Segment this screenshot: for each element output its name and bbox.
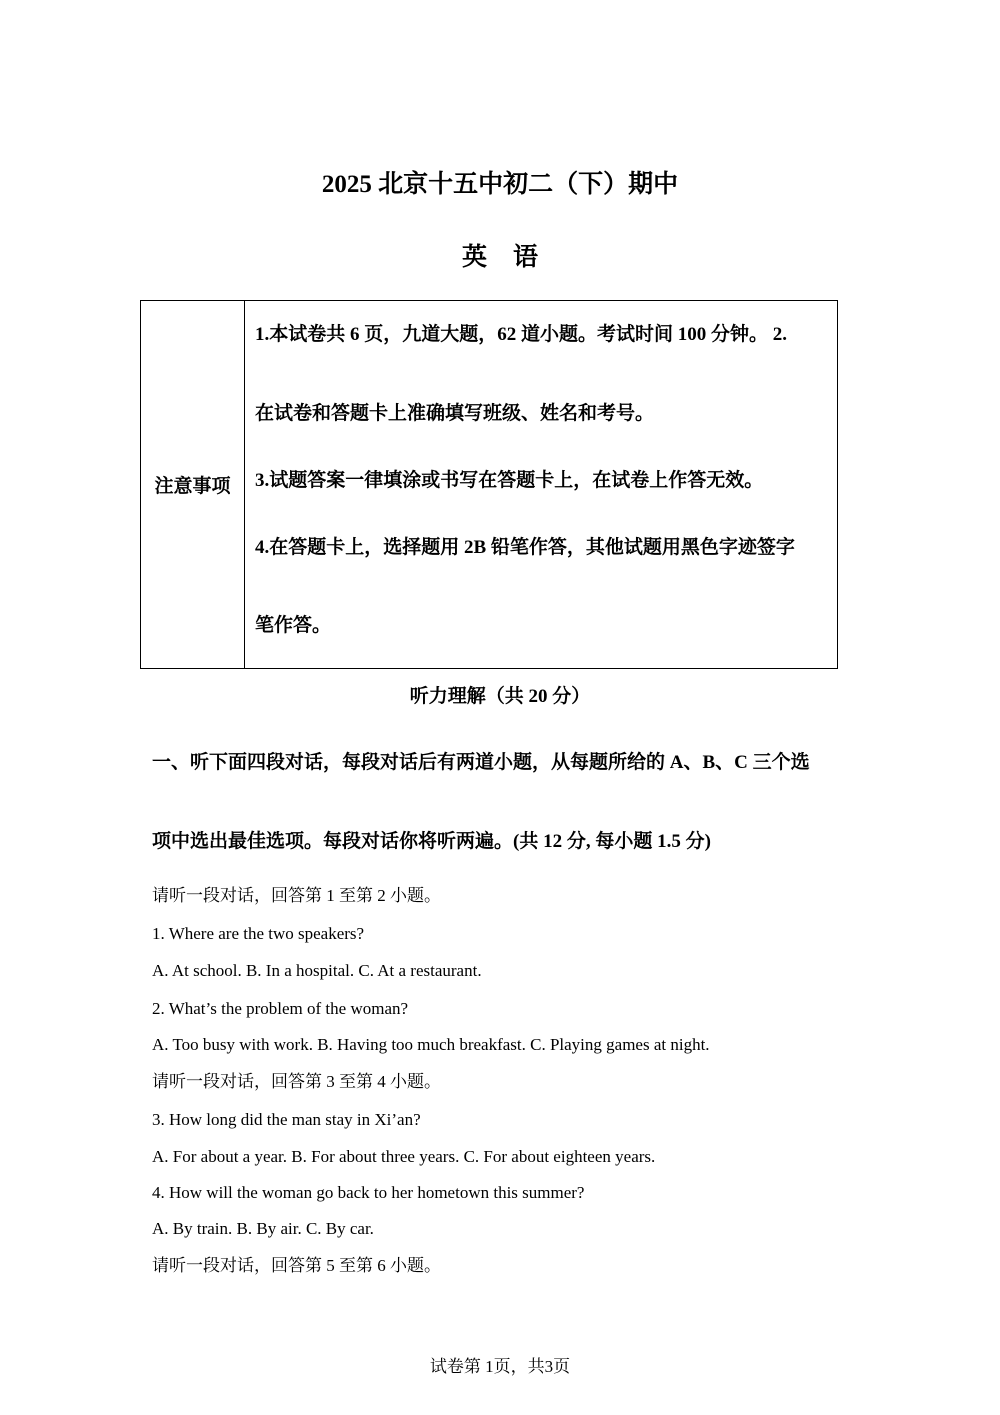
dialogue-prompt: 请听一段对话，回答第 1 至第 2 小题。 [152,886,441,905]
instruction-line-1: 一、听下面四段对话，每段对话后有两道小题，从每题所给的 A、B、C 三个选 [152,752,810,773]
answer-options: A. For about a year. B. For about three years. C. For about eighteen years. [152,1147,656,1166]
page-footer: 试卷第 1页，共3页 [429,1357,571,1376]
question-text: 1. Where are the two speakers? [152,924,365,943]
answer-options: A. By train. B. By air. C. By car. [152,1219,374,1238]
answer-options: A. At school. B. In a hospital. C. At a restaurant. [152,961,482,980]
dialogue-prompt: 请听一段对话，回答第 5 至第 6 小题。 [152,1256,441,1275]
instruction-line-2: 项中选出最佳选项。每段对话你将听两遍。(共 12 分, 每小题 1.5 分) [152,831,711,852]
notice-line-3: 3.试题答案一律填涂或书写在答题卡上，在试卷上作答无效。 [255,470,764,491]
question-text: 2. What’s the problem of the woman? [152,999,409,1018]
notice-line-4: 4.在答题卡上，选择题用 2B 铅笔作答，其他试题用黑色字迹签字 [255,537,795,558]
notice-line-5: 笔作答。 [255,615,332,636]
listening-heading: 听力理解（共 20 分） [409,686,591,707]
exam-subject: 英语 [461,244,564,271]
question-text: 4. How will the woman go back to her hometown this summer? [152,1183,585,1202]
dialogue-prompt: 请听一段对话，回答第 3 至第 4 小题。 [152,1072,441,1091]
question-text: 3. How long did the man stay in Xi’an? [152,1110,421,1129]
notice-line-1: 1.本试卷共 6 页，九道大题，62 道小题。考试时间 100 分钟。 2. [255,324,788,345]
exam-title: 2025 北京十五中初二（下）期中 [321,171,679,198]
notice-line-2: 在试卷和答题卡上准确填写班级、姓名和考号。 [255,403,655,424]
notice-label: 注意事项 [141,301,245,668]
answer-options: A. Too busy with work. B. Having too much breakfast. C. Playing games at night. [152,1035,710,1054]
